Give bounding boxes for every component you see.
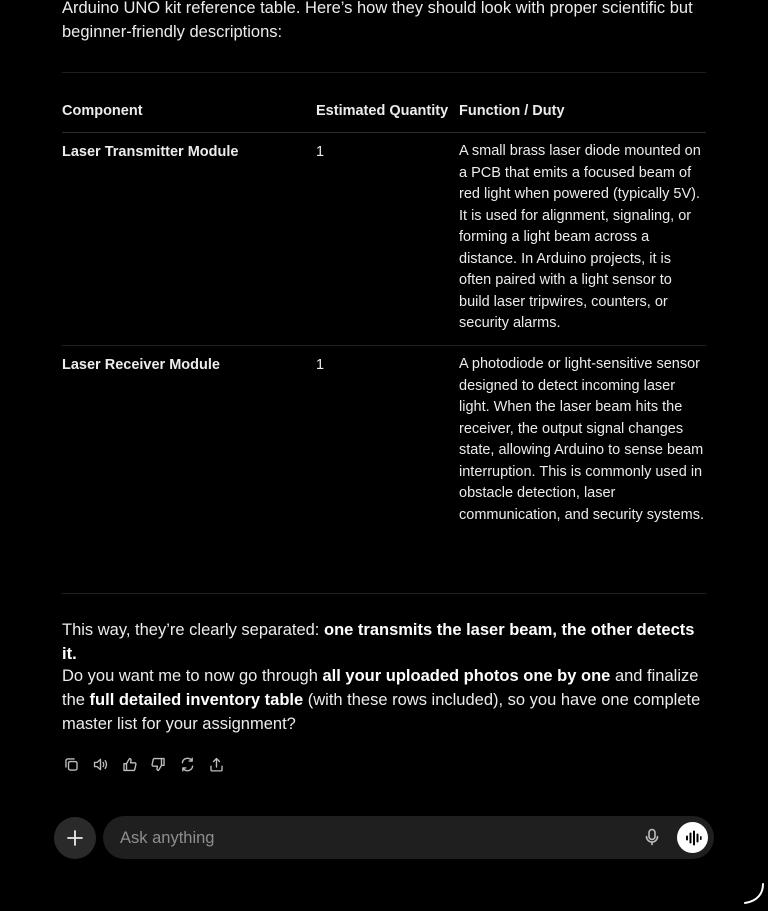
- copy-icon[interactable]: [61, 754, 81, 774]
- waveform-icon: [684, 829, 702, 847]
- summary-paragraph: This way, they’re clearly separated: one transmits the laser beam, the other detects it.: [62, 621, 695, 663]
- resize-corner-icon: [740, 880, 766, 906]
- component-quantity: 1: [316, 357, 325, 373]
- component-name: Laser Receiver Module: [62, 357, 220, 373]
- read-aloud-icon[interactable]: [90, 754, 110, 774]
- plus-icon: [66, 829, 84, 847]
- component-name: Laser Transmitter Module: [62, 144, 239, 160]
- component-function: A small brass laser diode mounted on a PCB that emits a focused beam of red light when powered (typically 5V). It is used for alignment, signaling, or forming a light beam across a distance. In Arduino projects, it is often paired with a light sensor to build laser tripwires, counters, or security alarms.: [459, 143, 701, 331]
- table-top-divider: [62, 72, 706, 73]
- followup-paragraph: Do you want me to now go through all your uploaded photos one by one and finalize the full detailed inventory table (with these rows included), so you have one complete master list for your assignment?: [62, 667, 701, 733]
- voice-mode-button[interactable]: [677, 822, 708, 853]
- share-icon[interactable]: [206, 754, 226, 774]
- add-attachment-button[interactable]: [54, 817, 96, 859]
- header-divider: [62, 132, 706, 133]
- message-input[interactable]: [118, 816, 622, 861]
- component-quantity: 1: [316, 144, 325, 160]
- header-quantity: Estimated Quantity: [316, 103, 449, 119]
- header-component: Component: [62, 103, 143, 119]
- header-function: Function / Duty: [459, 103, 565, 119]
- table-bottom-divider: [62, 593, 706, 594]
- composer: [103, 816, 714, 859]
- thumbs-down-icon[interactable]: [148, 754, 168, 774]
- row-divider: [62, 345, 706, 346]
- component-function: A photodiode or light-sensitive sensor designed to detect incoming laser light. When the laser beam hits the receiver, the output signal changes state, allowing Arduino to sense beam interruption. This is commonly used in obstacle detection, laser communication, and security systems.: [459, 356, 704, 523]
- intro-text: Arduino UNO kit reference table. Here’s how they should look with proper scientific but beginner-friendly descriptions:: [62, 0, 693, 41]
- regenerate-icon[interactable]: [177, 754, 197, 774]
- message-actions: [61, 754, 226, 774]
- microphone-icon[interactable]: [642, 827, 662, 847]
- thumbs-up-icon[interactable]: [119, 754, 139, 774]
